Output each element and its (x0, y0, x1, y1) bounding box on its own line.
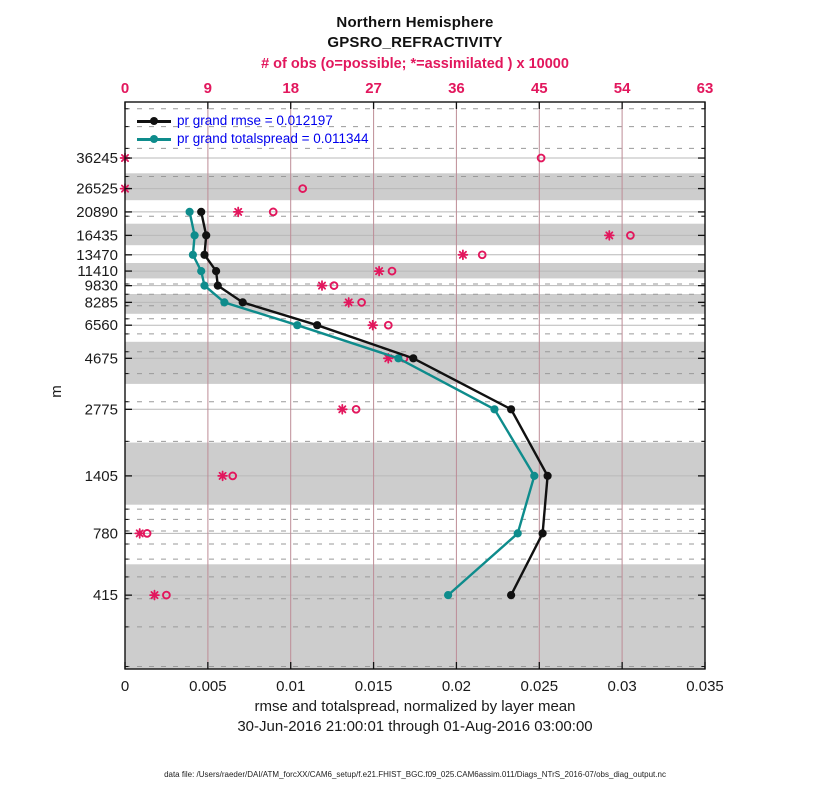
top-tick-label: 27 (365, 80, 382, 97)
time-range-label: 30-Jun-2016 21:00:01 through 01-Aug-2016 03:00:00 (237, 718, 593, 735)
totalspread-point (530, 472, 538, 480)
totalspread-point (293, 321, 301, 329)
x-tick-label: 0.03 (607, 678, 637, 695)
top-tick-label: 9 (203, 80, 213, 97)
top-tick-label: 18 (282, 80, 300, 97)
rmse-point (409, 354, 417, 362)
x-tick-label: 0.005 (189, 678, 227, 695)
x-axis-label: rmse and totalspread, normalized by layer mean (254, 698, 576, 715)
rmse-point (239, 298, 247, 306)
totalspread-point (514, 529, 522, 537)
y-axis-label: m (47, 385, 65, 398)
shaded-layer-band (125, 443, 705, 505)
y-tick-label: 415 (92, 587, 118, 605)
y-tick-label: 36245 (76, 150, 118, 168)
y-tick-label: 780 (92, 525, 118, 543)
rmse-point (313, 321, 321, 329)
rmse-point (202, 231, 210, 239)
top-tick-label: 45 (530, 80, 548, 97)
legend-label-rmse: pr grand rmse = 0.012197 (177, 113, 333, 128)
x-tick-label: 0.02 (441, 678, 472, 695)
assimilated-obs-marker (338, 405, 347, 414)
x-tick-label: 0.015 (354, 678, 393, 695)
y-tick-label: 20890 (76, 203, 118, 221)
legend-row-totalspread (137, 130, 369, 148)
x-tick-label: 0 (120, 678, 130, 695)
y-tick-label: 9830 (84, 277, 118, 295)
totalspread-point (186, 208, 194, 216)
top-axis-label: # of obs (o=possible; *=assimilated ) x 10000 (261, 56, 569, 72)
totalspread-point (220, 298, 228, 306)
y-tick-label: 6560 (84, 317, 118, 335)
rmse-line-swatch (137, 112, 171, 130)
assimilated-obs-marker (218, 472, 227, 481)
x-tick-label: 0.01 (276, 678, 306, 695)
rmse-point (507, 405, 515, 413)
totalspread-point (444, 591, 452, 599)
data-file-path: data file: /Users/raeder/DAI/ATM_forcXX/CAM6_setup/f.e21.FHIST_BGC.f09_025.CAM6assim.011/Diags_NTrS_2016-07/obs_diag_output.nc (164, 770, 666, 779)
assimilated-obs-marker (605, 231, 614, 240)
y-tick-label: 8285 (84, 294, 118, 312)
totalspread-point (394, 354, 402, 362)
shaded-layer-band (125, 173, 705, 200)
rmse-point (507, 591, 515, 599)
assimilated-obs-marker (368, 321, 377, 330)
shaded-layer-band (125, 224, 705, 246)
shaded-layer-band (125, 294, 705, 314)
rmse-point (197, 208, 205, 216)
assimilated-obs-marker (318, 281, 327, 290)
legend-row-rmse (137, 112, 369, 130)
rmse-point (544, 472, 552, 480)
legend (137, 112, 369, 148)
totalspread-point (197, 267, 205, 275)
rmse-point (214, 282, 222, 290)
x-tick-label: 0.025 (520, 678, 559, 695)
rmse-point (200, 251, 208, 259)
top-tick-label: 63 (696, 80, 714, 97)
y-tick-label: 2775 (84, 401, 118, 419)
assimilated-obs-marker (375, 267, 384, 276)
top-tick-label: 0 (120, 80, 130, 97)
y-tick-label: 13470 (76, 246, 118, 264)
totalspread-line-swatch (137, 130, 171, 148)
y-tick-label: 26525 (76, 180, 118, 198)
totalspread-point (490, 405, 498, 413)
plot-subtitle: GPSRO_REFRACTIVITY (327, 34, 503, 51)
rmse-point (212, 267, 220, 275)
assimilated-obs-marker (344, 298, 353, 307)
plot-title: Northern Hemisphere (336, 14, 494, 31)
y-tick-label: 1405 (84, 467, 118, 485)
top-tick-label: 54 (613, 80, 631, 97)
shaded-layer-band (125, 342, 705, 384)
y-tick-label: 4675 (84, 350, 118, 368)
assimilated-obs-marker (150, 591, 159, 600)
assimilated-obs-marker (135, 529, 144, 538)
x-tick-label: 0.035 (686, 678, 724, 695)
shaded-layer-band (125, 564, 705, 669)
assimilated-obs-marker (234, 208, 243, 217)
totalspread-point (200, 282, 208, 290)
rmse-point (539, 529, 547, 537)
y-tick-label: 11410 (77, 263, 118, 281)
top-tick-label: 36 (448, 80, 465, 97)
y-tick-label: 16435 (76, 227, 118, 245)
assimilated-obs-marker (459, 250, 468, 259)
totalspread-point (191, 231, 199, 239)
totalspread-point (189, 251, 197, 259)
legend-label-totalspread: pr grand totalspread = 0.011344 (177, 131, 369, 146)
